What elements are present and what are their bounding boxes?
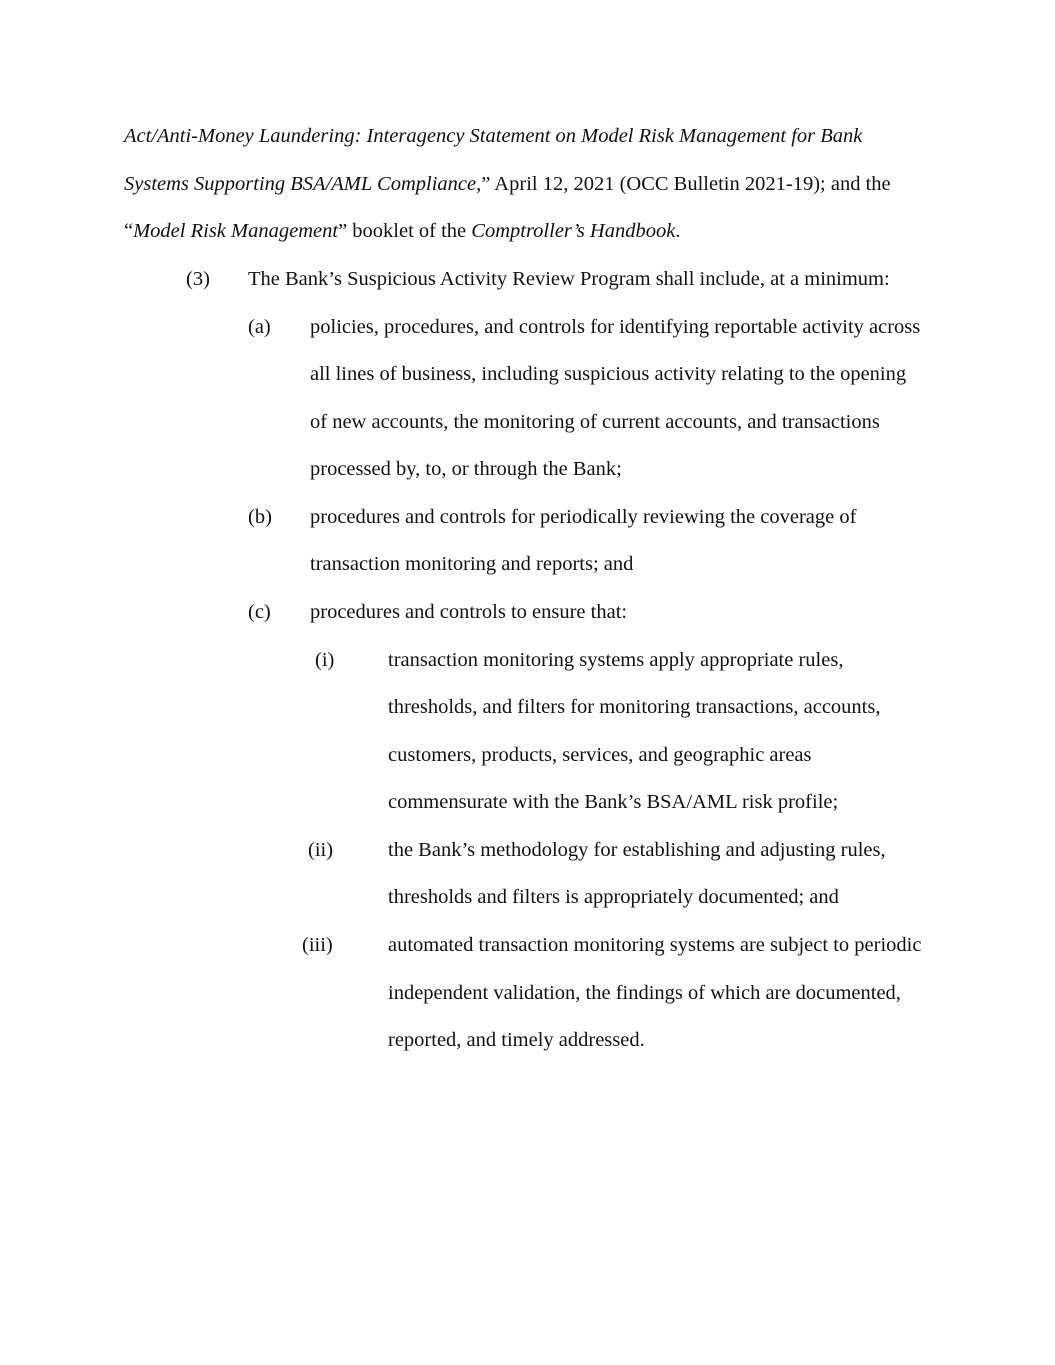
item-iii-line: independent validation, the findings of which are documented, bbox=[388, 982, 901, 1004]
item-a-line: policies, procedures, and controls for identifying reportable activity across bbox=[310, 316, 921, 338]
intro-handbook-title: Comptroller’s Handbook bbox=[471, 220, 676, 242]
intro-line-3-text: ” booklet of the bbox=[338, 220, 472, 242]
item-c-line: procedures and controls to ensure that: bbox=[310, 601, 628, 623]
item-a-label: (a) bbox=[248, 316, 271, 338]
intro-line-2-text: ,” April 12, 2021 (OCC Bulletin 2021-19); and the bbox=[476, 173, 891, 195]
item-b-line: transaction monitoring and reports; and bbox=[310, 553, 634, 575]
item-ii-line: thresholds and filters is appropriately documented; and bbox=[388, 886, 839, 908]
item-3-label: (3) bbox=[186, 268, 210, 290]
item-i-label: (i) bbox=[315, 649, 335, 671]
item-i-line: commensurate with the Bank’s BSA/AML risk profile; bbox=[388, 791, 839, 813]
item-ii-line: the Bank’s methodology for establishing and adjusting rules, bbox=[388, 839, 886, 861]
intro-open-quote: “ bbox=[124, 220, 134, 242]
item-i-line: thresholds, and filters for monitoring transactions, accounts, bbox=[388, 696, 881, 718]
item-a-line: all lines of business, including suspicious activity relating to the opening bbox=[310, 363, 907, 385]
item-a-line: processed by, to, or through the Bank; bbox=[310, 458, 622, 480]
item-3-text: The Bank’s Suspicious Activity Review Program shall include, at a minimum: bbox=[248, 268, 890, 290]
intro-line-1-italic: Act/Anti-Money Laundering: Interagency Statement on Model Risk Management for Bank bbox=[124, 125, 863, 147]
item-i-line: customers, products, services, and geographic areas bbox=[388, 744, 812, 766]
intro-line-2-italic: Systems Supporting BSA/AML Compliance bbox=[124, 173, 477, 195]
item-iii-line: reported, and timely addressed. bbox=[388, 1029, 645, 1051]
item-iii-line: automated transaction monitoring systems are subject to periodic bbox=[388, 934, 922, 956]
item-iii-label: (iii) bbox=[302, 934, 333, 956]
item-ii-label: (ii) bbox=[308, 839, 334, 861]
intro-line-1 bbox=[124, 125, 862, 148]
intro-line-3 bbox=[124, 220, 680, 243]
item-a-line: of new accounts, the monitoring of current accounts, and transactions bbox=[310, 411, 880, 433]
intro-line-3-end: . bbox=[675, 220, 681, 242]
item-c-label: (c) bbox=[248, 601, 271, 623]
item-b-label: (b) bbox=[248, 506, 272, 528]
item-b-line: procedures and controls for periodically reviewing the coverage of bbox=[310, 506, 857, 528]
intro-model-risk-title: Model Risk Management bbox=[133, 220, 339, 242]
intro-line-2 bbox=[124, 173, 891, 196]
item-i-line: transaction monitoring systems apply appropriate rules, bbox=[388, 649, 844, 671]
